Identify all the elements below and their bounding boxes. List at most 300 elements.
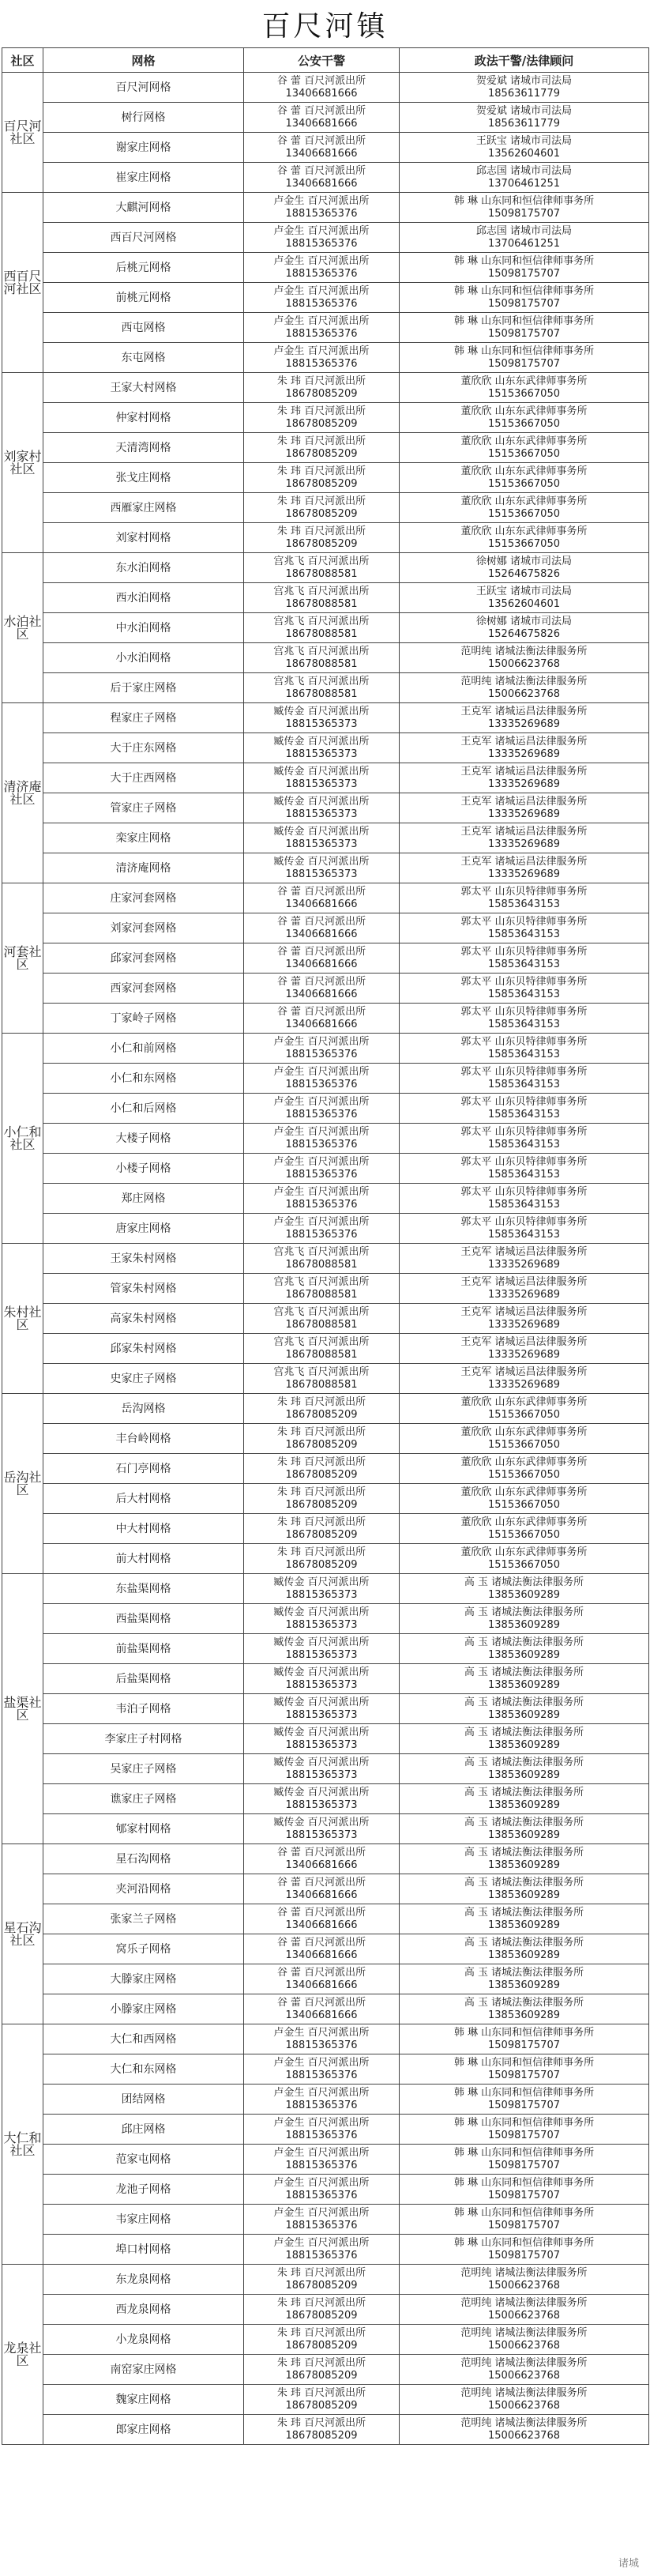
- grid-name-cell: 团结网格: [43, 2085, 244, 2115]
- community-cell: 盐渠社区: [2, 1574, 43, 1844]
- grid-body: [2, 73, 649, 2445]
- community-cell: 岳沟社区: [2, 1394, 43, 1574]
- police-cell: 宫兆飞 百尺河派出所 18678088581: [244, 1364, 400, 1394]
- page-title: 百尺河镇: [261, 9, 389, 43]
- grid-name-cell: 崔家庄网格: [43, 163, 244, 193]
- community-cell: 朱村社区: [2, 1244, 43, 1394]
- police-cell: 谷 蕾 百尺河派出所 13406681666: [244, 1004, 400, 1034]
- legal-cell: 高 玉 诸城法衡法律服务所 13853609289: [400, 1904, 649, 1934]
- table-row: [2, 943, 649, 974]
- grid-name-cell: 小仁和前网格: [43, 1034, 244, 1064]
- table-row: [2, 2295, 649, 2325]
- police-cell: 谷 蕾 百尺河派出所 13406681666: [244, 974, 400, 1004]
- table-row: [2, 1034, 649, 1064]
- grid-name-cell: 程家庄子网格: [43, 703, 244, 733]
- police-cell: 宫兆飞 百尺河派出所 18678088581: [244, 613, 400, 643]
- legal-cell: 高 玉 诸城法衡法律服务所 13853609289: [400, 1784, 649, 1814]
- legal-cell: 邱志国 诸城市司法局 13706461251: [400, 163, 649, 193]
- legal-cell: 王克军 诸城运昌法律服务所 13335269689: [400, 823, 649, 853]
- police-cell: 臧传金 百尺河派出所 18815365373: [244, 733, 400, 763]
- police-cell: 朱 玮 百尺河派出所 18678085209: [244, 1454, 400, 1484]
- legal-cell: 郭太平 山东贝特律师事务所 15853643153: [400, 1124, 649, 1154]
- table-row: [2, 343, 649, 373]
- table-row: [2, 703, 649, 733]
- grid-name-cell: 东水泊网格: [43, 553, 244, 583]
- grid-name-cell: 东屯网格: [43, 343, 244, 373]
- grid-name-cell: 小水泊网格: [43, 643, 244, 673]
- table-row: [2, 433, 649, 463]
- legal-cell: 范明纯 诸城法衡法律服务所 15006623768: [400, 2355, 649, 2385]
- grid-name-cell: 东龙泉网格: [43, 2265, 244, 2295]
- table-row: [2, 2235, 649, 2265]
- table-row: [2, 1214, 649, 1244]
- police-cell: 朱 玮 百尺河派出所 18678085209: [244, 2265, 400, 2295]
- police-cell: 朱 玮 百尺河派出所 18678085209: [244, 373, 400, 403]
- police-cell: 宫兆飞 百尺河派出所 18678088581: [244, 1334, 400, 1364]
- police-cell: 臧传金 百尺河派出所 18815365373: [244, 1754, 400, 1784]
- police-cell: 臧传金 百尺河派出所 18815365373: [244, 1574, 400, 1604]
- table-row: [2, 974, 649, 1004]
- grid-name-cell: 吴家庄子网格: [43, 1754, 244, 1784]
- table-row: [2, 253, 649, 283]
- legal-cell: 高 玉 诸城法衡法律服务所 13853609289: [400, 1814, 649, 1844]
- police-cell: 卢金生 百尺河派出所 18815365376: [244, 2024, 400, 2054]
- grid-name-cell: 窝乐子网格: [43, 1934, 244, 1964]
- grid-name-cell: 谢家庄网格: [43, 133, 244, 163]
- table-row: [2, 193, 649, 223]
- legal-cell: 郭太平 山东贝特律师事务所 15853643153: [400, 883, 649, 913]
- header-legal: 政法干警/法律顾问: [400, 48, 649, 73]
- table-row: [2, 823, 649, 853]
- police-cell: 朱 玮 百尺河派出所 18678085209: [244, 1394, 400, 1424]
- grid-name-cell: 西水泊网格: [43, 583, 244, 613]
- grid-name-cell: 东盐渠网格: [43, 1574, 244, 1604]
- legal-cell: 韩 琳 山东同和恒信律师事务所 15098175707: [400, 343, 649, 373]
- legal-cell: 王克军 诸城运昌法律服务所 13335269689: [400, 733, 649, 763]
- grid-name-cell: 唐家庄网格: [43, 1214, 244, 1244]
- table-row: [2, 2024, 649, 2054]
- table-row: [2, 2385, 649, 2415]
- grid-name-cell: 前桃元网格: [43, 283, 244, 313]
- legal-cell: 高 玉 诸城法衡法律服务所 13853609289: [400, 1874, 649, 1904]
- community-cell: 大仁和社区: [2, 2024, 43, 2265]
- police-cell: 朱 玮 百尺河派出所 18678085209: [244, 2325, 400, 2355]
- grid-name-cell: 史家庄子网格: [43, 1364, 244, 1394]
- header-police: 公安干警: [244, 48, 400, 73]
- table-row: [2, 1574, 649, 1604]
- community-cell: 水泊社区: [2, 553, 43, 703]
- table-row: [2, 493, 649, 523]
- police-cell: 卢金生 百尺河派出所 18815365376: [244, 2145, 400, 2175]
- legal-cell: 韩 琳 山东同和恒信律师事务所 15098175707: [400, 193, 649, 223]
- police-cell: 卢金生 百尺河派出所 18815365376: [244, 223, 400, 253]
- table-row: [2, 1364, 649, 1394]
- legal-cell: 董欣欣 山东东武律师事务所 15153667050: [400, 523, 649, 553]
- grid-name-cell: 高家朱村网格: [43, 1304, 244, 1334]
- table-row: [2, 523, 649, 553]
- legal-cell: 高 玉 诸城法衡法律服务所 13853609289: [400, 1754, 649, 1784]
- legal-cell: 郭太平 山东贝特律师事务所 15853643153: [400, 1094, 649, 1124]
- legal-cell: 王克军 诸城运昌法律服务所 13335269689: [400, 1304, 649, 1334]
- grid-name-cell: 西百尺河网格: [43, 223, 244, 253]
- grid-name-cell: 西盐渠网格: [43, 1604, 244, 1634]
- grid-name-cell: 邱庄网格: [43, 2115, 244, 2145]
- legal-cell: 郭太平 山东贝特律师事务所 15853643153: [400, 1064, 649, 1094]
- community-cell: 龙泉社区: [2, 2265, 43, 2445]
- legal-cell: 徐树娜 诸城市司法局 15264675826: [400, 613, 649, 643]
- table-row: [2, 1334, 649, 1364]
- legal-cell: 王克军 诸城运昌法律服务所 13335269689: [400, 853, 649, 883]
- grid-name-cell: 范家屯网格: [43, 2145, 244, 2175]
- police-cell: 卢金生 百尺河派出所 18815365376: [244, 253, 400, 283]
- grid-name-cell: 西龙泉网格: [43, 2295, 244, 2325]
- legal-cell: 董欣欣 山东东武律师事务所 15153667050: [400, 373, 649, 403]
- table-row: [2, 2325, 649, 2355]
- table-row: [2, 223, 649, 253]
- police-cell: 朱 玮 百尺河派出所 18678085209: [244, 433, 400, 463]
- legal-cell: 郭太平 山东贝特律师事务所 15853643153: [400, 1184, 649, 1214]
- police-cell: 臧传金 百尺河派出所 18815365373: [244, 793, 400, 823]
- grid-name-cell: 前盐渠网格: [43, 1634, 244, 1664]
- community-cell: 刘家村社区: [2, 373, 43, 553]
- legal-cell: 王跃宝 诸城市司法局 13562604601: [400, 583, 649, 613]
- legal-cell: 王克军 诸城运昌法律服务所 13335269689: [400, 1334, 649, 1364]
- table-row: [2, 2115, 649, 2145]
- police-cell: 卢金生 百尺河派出所 18815365376: [244, 1154, 400, 1184]
- grid-name-cell: 夹河沿网格: [43, 1874, 244, 1904]
- legal-cell: 贺爱斌 诸城市司法局 18563611779: [400, 103, 649, 133]
- table-row: [2, 463, 649, 493]
- legal-cell: 韩 琳 山东同和恒信律师事务所 15098175707: [400, 2085, 649, 2115]
- police-cell: 谷 蕾 百尺河派出所 13406681666: [244, 73, 400, 103]
- table-row: [2, 103, 649, 133]
- police-cell: 朱 玮 百尺河派出所 18678085209: [244, 403, 400, 433]
- table-row: [2, 2175, 649, 2205]
- grid-name-cell: 龙池子网格: [43, 2175, 244, 2205]
- police-cell: 卢金生 百尺河派出所 18815365376: [244, 1034, 400, 1064]
- police-cell: 宫兆飞 百尺河派出所 18678088581: [244, 1304, 400, 1334]
- grid-name-cell: 丰台岭网格: [43, 1424, 244, 1454]
- legal-cell: 韩 琳 山东同和恒信律师事务所 15098175707: [400, 2175, 649, 2205]
- grid-name-cell: 谯家庄子网格: [43, 1784, 244, 1814]
- grid-name-cell: 大于庄东网格: [43, 733, 244, 763]
- police-cell: 臧传金 百尺河派出所 18815365373: [244, 703, 400, 733]
- grid-name-cell: 管家朱村网格: [43, 1274, 244, 1304]
- legal-cell: 韩 琳 山东同和恒信律师事务所 15098175707: [400, 2145, 649, 2175]
- table-row: [2, 763, 649, 793]
- police-cell: 谷 蕾 百尺河派出所 13406681666: [244, 1934, 400, 1964]
- table-row: [2, 643, 649, 673]
- police-cell: 臧传金 百尺河派出所 18815365373: [244, 1694, 400, 1724]
- legal-cell: 范明纯 诸城法衡法律服务所 15006623768: [400, 2265, 649, 2295]
- table-row: [2, 283, 649, 313]
- table-row: [2, 853, 649, 883]
- legal-cell: 高 玉 诸城法衡法律服务所 13853609289: [400, 1994, 649, 2024]
- police-cell: 卢金生 百尺河派出所 18815365376: [244, 2115, 400, 2145]
- legal-cell: 韩 琳 山东同和恒信律师事务所 15098175707: [400, 2024, 649, 2054]
- police-cell: 臧传金 百尺河派出所 18815365373: [244, 1604, 400, 1634]
- police-cell: 卢金生 百尺河派出所 18815365376: [244, 2235, 400, 2265]
- grid-name-cell: 大仁和西网格: [43, 2024, 244, 2054]
- grid-name-cell: 天清湾网格: [43, 433, 244, 463]
- table-row: [2, 1304, 649, 1334]
- legal-cell: 董欣欣 山东东武律师事务所 15153667050: [400, 1424, 649, 1454]
- header-grid: 网格: [43, 48, 244, 73]
- grid-name-cell: 韦家庄网格: [43, 2205, 244, 2235]
- police-cell: 宫兆飞 百尺河派出所 18678088581: [244, 643, 400, 673]
- table-row: [2, 1604, 649, 1634]
- table-row: [2, 1514, 649, 1544]
- grid-name-cell: 刘家村网格: [43, 523, 244, 553]
- legal-cell: 王跃宝 诸城市司法局 13562604601: [400, 133, 649, 163]
- header-community: 社区: [2, 48, 43, 73]
- grid-name-cell: 大仁和东网格: [43, 2054, 244, 2085]
- grid-name-cell: 大麒河网格: [43, 193, 244, 223]
- grid-name-cell: 刘家河套网格: [43, 913, 244, 943]
- table-row: [2, 1724, 649, 1754]
- grid-name-cell: 星石沟网格: [43, 1844, 244, 1874]
- grid-name-cell: 中水泊网格: [43, 613, 244, 643]
- table-row: [2, 913, 649, 943]
- police-cell: 朱 玮 百尺河派出所 18678085209: [244, 463, 400, 493]
- police-cell: 谷 蕾 百尺河派出所 13406681666: [244, 1994, 400, 2024]
- grid-name-cell: 郎家庄网格: [43, 2415, 244, 2445]
- police-cell: 宫兆飞 百尺河派出所 18678088581: [244, 673, 400, 703]
- police-cell: 朱 玮 百尺河派出所 18678085209: [244, 2295, 400, 2325]
- grid-name-cell: 后桃元网格: [43, 253, 244, 283]
- police-cell: 谷 蕾 百尺河派出所 13406681666: [244, 1904, 400, 1934]
- grid-name-cell: 管家庄子网格: [43, 793, 244, 823]
- legal-cell: 郭太平 山东贝特律师事务所 15853643153: [400, 1004, 649, 1034]
- grid-name-cell: 百尺河网格: [43, 73, 244, 103]
- table-row: [2, 1544, 649, 1574]
- police-cell: 谷 蕾 百尺河派出所 13406681666: [244, 883, 400, 913]
- table-row: [2, 313, 649, 343]
- police-cell: 谷 蕾 百尺河派出所 13406681666: [244, 913, 400, 943]
- table-row: [2, 583, 649, 613]
- table-row: [2, 2145, 649, 2175]
- legal-cell: 郭太平 山东贝特律师事务所 15853643153: [400, 913, 649, 943]
- table-row: [2, 1964, 649, 1994]
- table-row: [2, 1004, 649, 1034]
- grid-name-cell: 后于家庄网格: [43, 673, 244, 703]
- legal-cell: 徐树娜 诸城市司法局 15264675826: [400, 553, 649, 583]
- legal-cell: 董欣欣 山东东武律师事务所 15153667050: [400, 1394, 649, 1424]
- police-cell: 臧传金 百尺河派出所 18815365373: [244, 763, 400, 793]
- table-row: [2, 1874, 649, 1904]
- police-cell: 臧传金 百尺河派出所 18815365373: [244, 1634, 400, 1664]
- grid-name-cell: 庄家河套网格: [43, 883, 244, 913]
- grid-name-cell: 后盐渠网格: [43, 1664, 244, 1694]
- grid-name-cell: 树行网格: [43, 103, 244, 133]
- police-cell: 朱 玮 百尺河派出所 18678085209: [244, 2385, 400, 2415]
- police-cell: 谷 蕾 百尺河派出所 13406681666: [244, 1844, 400, 1874]
- legal-cell: 高 玉 诸城法衡法律服务所 13853609289: [400, 1694, 649, 1724]
- grid-name-cell: 岳沟网格: [43, 1394, 244, 1424]
- grid-name-cell: 郇家村网格: [43, 1814, 244, 1844]
- legal-cell: 韩 琳 山东同和恒信律师事务所 15098175707: [400, 2235, 649, 2265]
- police-cell: 朱 玮 百尺河派出所 18678085209: [244, 2415, 400, 2445]
- grid-name-cell: 西屯网格: [43, 313, 244, 343]
- police-cell: 卢金生 百尺河派出所 18815365376: [244, 1214, 400, 1244]
- legal-cell: 高 玉 诸城法衡法律服务所 13853609289: [400, 1724, 649, 1754]
- table-row: [2, 1814, 649, 1844]
- table-row: [2, 1094, 649, 1124]
- table-row: [2, 553, 649, 583]
- grid-name-cell: 大于庄西网格: [43, 763, 244, 793]
- legal-cell: 董欣欣 山东东武律师事务所 15153667050: [400, 463, 649, 493]
- police-cell: 朱 玮 百尺河派出所 18678085209: [244, 493, 400, 523]
- grid-name-cell: 仲家村网格: [43, 403, 244, 433]
- legal-cell: 高 玉 诸城法衡法律服务所 13853609289: [400, 1934, 649, 1964]
- police-cell: 朱 玮 百尺河派出所 18678085209: [244, 1544, 400, 1574]
- table-row: [2, 793, 649, 823]
- legal-cell: 董欣欣 山东东武律师事务所 15153667050: [400, 433, 649, 463]
- table-row: [2, 373, 649, 403]
- legal-cell: 董欣欣 山东东武律师事务所 15153667050: [400, 403, 649, 433]
- police-cell: 臧传金 百尺河派出所 18815365373: [244, 1814, 400, 1844]
- community-cell: 百尺河社区: [2, 73, 43, 193]
- table-row: [2, 1664, 649, 1694]
- police-cell: 卢金生 百尺河派出所 18815365376: [244, 313, 400, 343]
- table-row: [2, 1064, 649, 1094]
- grid-name-cell: 丁家岭子网格: [43, 1004, 244, 1034]
- legal-cell: 贺爱斌 诸城市司法局 18563611779: [400, 73, 649, 103]
- police-cell: 宫兆飞 百尺河派出所 18678088581: [244, 553, 400, 583]
- grid-name-cell: 王家朱村网格: [43, 1244, 244, 1274]
- legal-cell: 郭太平 山东贝特律师事务所 15853643153: [400, 974, 649, 1004]
- police-cell: 谷 蕾 百尺河派出所 13406681666: [244, 163, 400, 193]
- legal-cell: 董欣欣 山东东武律师事务所 15153667050: [400, 1544, 649, 1574]
- police-cell: 卢金生 百尺河派出所 18815365376: [244, 2205, 400, 2235]
- table-row: [2, 1904, 649, 1934]
- table-row: [2, 73, 649, 103]
- grid-name-cell: 中大村网格: [43, 1514, 244, 1544]
- legal-cell: 范明纯 诸城法衡法律服务所 15006623768: [400, 673, 649, 703]
- police-cell: 卢金生 百尺河派出所 18815365376: [244, 283, 400, 313]
- police-cell: 宫兆飞 百尺河派出所 18678088581: [244, 1274, 400, 1304]
- police-cell: 谷 蕾 百尺河派出所 13406681666: [244, 103, 400, 133]
- legal-cell: 郭太平 山东贝特律师事务所 15853643153: [400, 943, 649, 974]
- watermark: 诸城: [618, 2558, 639, 2570]
- table-row: [2, 1634, 649, 1664]
- grid-name-cell: 李家庄子村网格: [43, 1724, 244, 1754]
- table-row: [2, 2205, 649, 2235]
- table-row: [2, 883, 649, 913]
- police-cell: 卢金生 百尺河派出所 18815365376: [244, 2175, 400, 2205]
- police-cell: 宫兆飞 百尺河派出所 18678088581: [244, 1244, 400, 1274]
- table-row: [2, 163, 649, 193]
- community-cell: 西百尺河社区: [2, 193, 43, 373]
- legal-cell: 董欣欣 山东东武律师事务所 15153667050: [400, 1514, 649, 1544]
- table-row: [2, 2054, 649, 2085]
- police-cell: 朱 玮 百尺河派出所 18678085209: [244, 2355, 400, 2385]
- grid-name-cell: 前大村网格: [43, 1544, 244, 1574]
- grid-name-cell: 小仁和后网格: [43, 1094, 244, 1124]
- legal-cell: 高 玉 诸城法衡法律服务所 13853609289: [400, 1604, 649, 1634]
- legal-cell: 王克军 诸城运昌法律服务所 13335269689: [400, 793, 649, 823]
- table-row: [2, 1454, 649, 1484]
- legal-cell: 高 玉 诸城法衡法律服务所 13853609289: [400, 1844, 649, 1874]
- grid-name-cell: 后大村网格: [43, 1484, 244, 1514]
- community-cell: 星石沟社区: [2, 1844, 43, 2024]
- legal-cell: 范明纯 诸城法衡法律服务所 15006623768: [400, 2325, 649, 2355]
- table-row: [2, 1244, 649, 1274]
- legal-cell: 邱志国 诸城市司法局 13706461251: [400, 223, 649, 253]
- table-row: [2, 613, 649, 643]
- legal-cell: 韩 琳 山东同和恒信律师事务所 15098175707: [400, 253, 649, 283]
- legal-cell: 王克军 诸城运昌法律服务所 13335269689: [400, 1364, 649, 1394]
- legal-cell: 董欣欣 山东东武律师事务所 15153667050: [400, 1454, 649, 1484]
- grid-name-cell: 大楼子网格: [43, 1124, 244, 1154]
- grid-name-cell: 邱家河套网格: [43, 943, 244, 974]
- police-cell: 卢金生 百尺河派出所 18815365376: [244, 1064, 400, 1094]
- police-cell: 卢金生 百尺河派出所 18815365376: [244, 2085, 400, 2115]
- grid-name-cell: 邱家朱村网格: [43, 1334, 244, 1364]
- table-row: [2, 1154, 649, 1184]
- police-cell: 朱 玮 百尺河派出所 18678085209: [244, 523, 400, 553]
- grid-name-cell: 石门亭网格: [43, 1454, 244, 1484]
- table-row: [2, 1994, 649, 2024]
- grid-name-cell: 王家大村网格: [43, 373, 244, 403]
- grid-name-cell: 韦泊子网格: [43, 1694, 244, 1724]
- legal-cell: 高 玉 诸城法衡法律服务所 13853609289: [400, 1634, 649, 1664]
- police-cell: 臧传金 百尺河派出所 18815365373: [244, 823, 400, 853]
- table-row: [2, 1784, 649, 1814]
- police-cell: 朱 玮 百尺河派出所 18678085209: [244, 1424, 400, 1454]
- legal-cell: 郭太平 山东贝特律师事务所 15853643153: [400, 1154, 649, 1184]
- legal-cell: 郭太平 山东贝特律师事务所 15853643153: [400, 1214, 649, 1244]
- grid-name-cell: 埠口村网格: [43, 2235, 244, 2265]
- legal-cell: 韩 琳 山东同和恒信律师事务所 15098175707: [400, 2054, 649, 2085]
- table-row: [2, 1754, 649, 1784]
- legal-cell: 王克军 诸城运昌法律服务所 13335269689: [400, 763, 649, 793]
- grid-name-cell: 小楼子网格: [43, 1154, 244, 1184]
- police-cell: 卢金生 百尺河派出所 18815365376: [244, 193, 400, 223]
- grid-name-cell: 张家兰子网格: [43, 1904, 244, 1934]
- police-cell: 卢金生 百尺河派出所 18815365376: [244, 1094, 400, 1124]
- police-cell: 谷 蕾 百尺河派出所 13406681666: [244, 133, 400, 163]
- grid-name-cell: 南窑家庄网格: [43, 2355, 244, 2385]
- grid-name-cell: 大滕家庄网格: [43, 1964, 244, 1994]
- grid-name-cell: 郑庄网格: [43, 1184, 244, 1214]
- legal-cell: 范明纯 诸城法衡法律服务所 15006623768: [400, 2295, 649, 2325]
- legal-cell: 韩 琳 山东同和恒信律师事务所 15098175707: [400, 283, 649, 313]
- grid-name-cell: 西家河套网格: [43, 974, 244, 1004]
- legal-cell: 高 玉 诸城法衡法律服务所 13853609289: [400, 1574, 649, 1604]
- grid-name-cell: 小仁和东网格: [43, 1064, 244, 1094]
- police-cell: 谷 蕾 百尺河派出所 13406681666: [244, 943, 400, 974]
- table-row: [2, 2085, 649, 2115]
- grid-name-cell: 西雁家庄网格: [43, 493, 244, 523]
- legal-cell: 范明纯 诸城法衡法律服务所 15006623768: [400, 2385, 649, 2415]
- legal-cell: 范明纯 诸城法衡法律服务所 15006623768: [400, 2415, 649, 2445]
- table-row: [2, 1424, 649, 1454]
- legal-cell: 韩 琳 山东同和恒信律师事务所 15098175707: [400, 313, 649, 343]
- legal-cell: 韩 琳 山东同和恒信律师事务所 15098175707: [400, 2115, 649, 2145]
- table-row: [2, 733, 649, 763]
- grid-name-cell: 清济庵网格: [43, 853, 244, 883]
- police-cell: 卢金生 百尺河派出所 18815365376: [244, 2054, 400, 2085]
- police-cell: 朱 玮 百尺河派出所 18678085209: [244, 1514, 400, 1544]
- table-row: [2, 1694, 649, 1724]
- grid-name-cell: 魏家庄网格: [43, 2385, 244, 2415]
- legal-cell: 王克军 诸城运昌法律服务所 13335269689: [400, 703, 649, 733]
- table-row: [2, 2265, 649, 2295]
- table-row: [2, 403, 649, 433]
- community-cell: 小仁和社区: [2, 1034, 43, 1244]
- community-cell: 清济庵社区: [2, 703, 43, 883]
